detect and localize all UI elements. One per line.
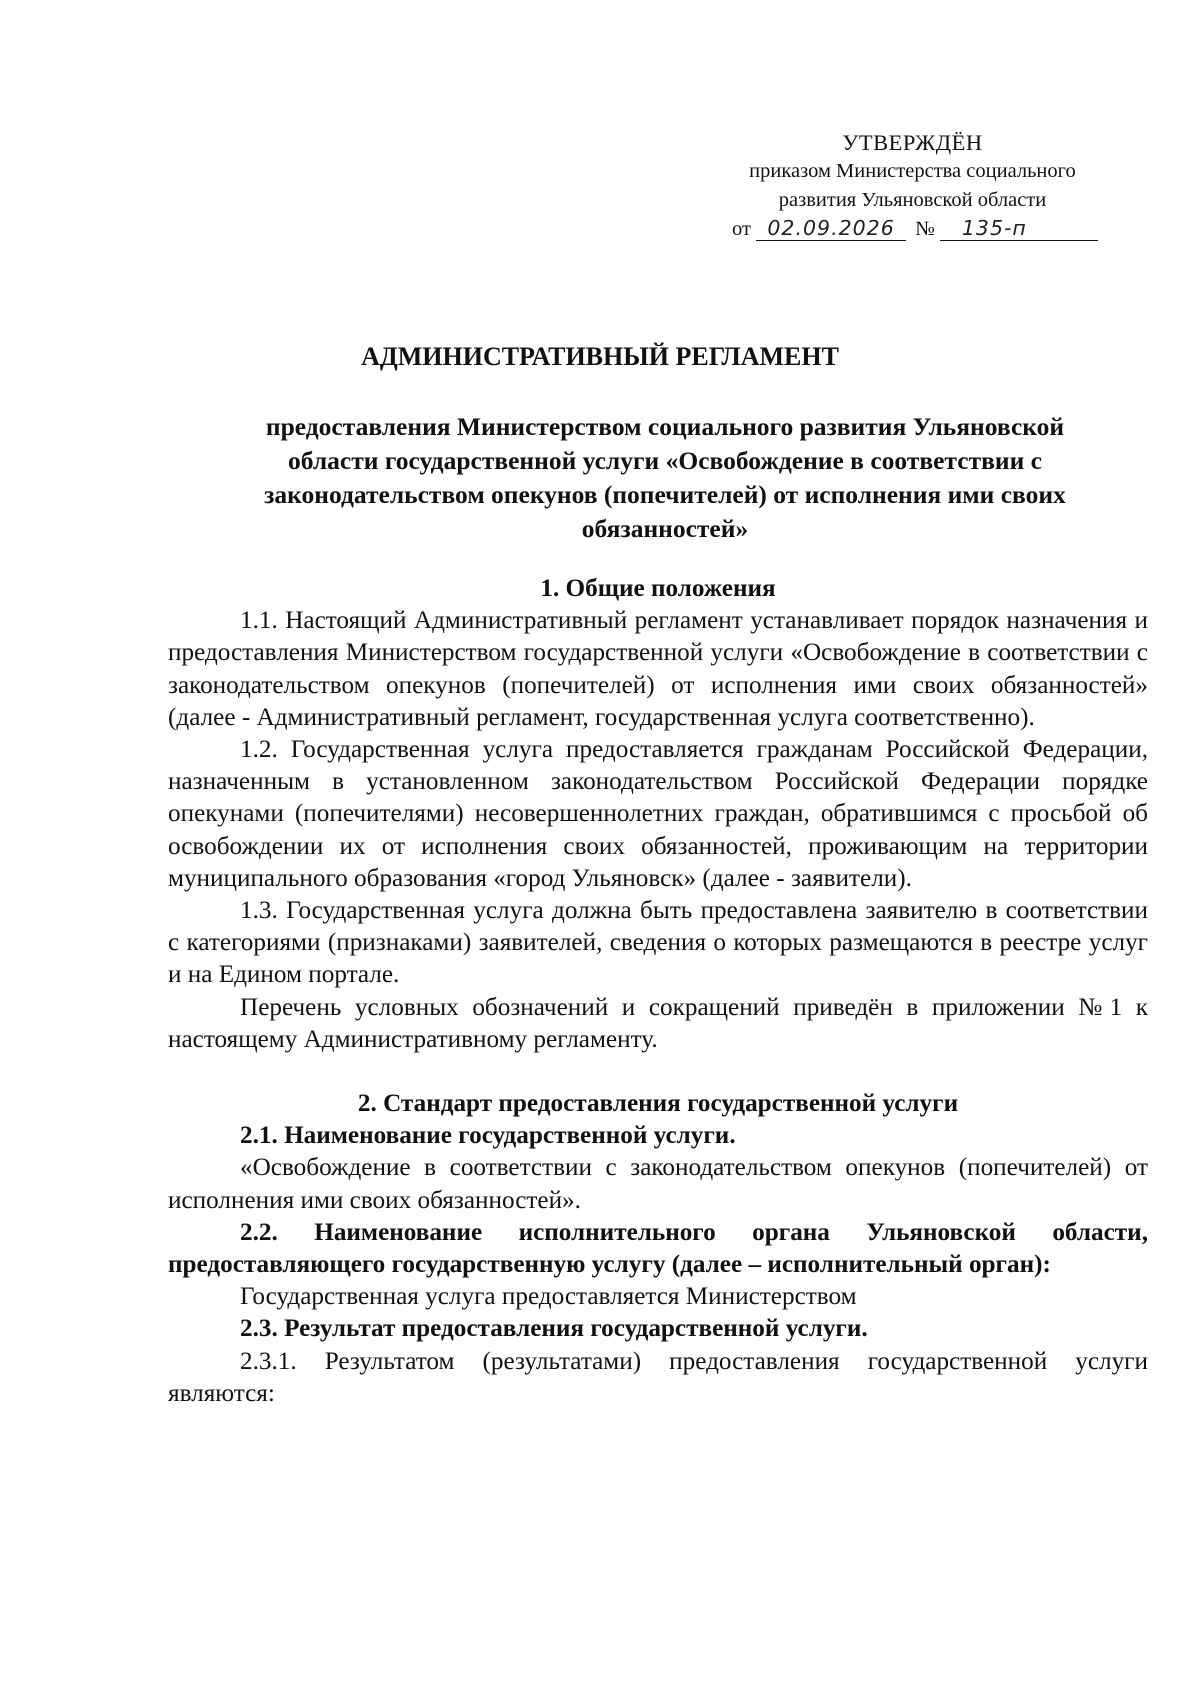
from-label: от [732,218,751,240]
paragraph-2-3-1: 2.3.1. Результатом (результатами) предоставления государственной услуги являются: [168,1347,1148,1407]
paragraph-abbreviations: Перечень условных обозначений и сокращений приведён в приложении №1 к настоящему Административному регламенту. [168,993,1148,1053]
subtitle-line-4: обязанностей» [581,514,749,543]
subsection-2-2-heading: 2.2. Наименование исполнительного органа Ульяновской области, предоставляющего государственную услугу (далее – исполнительный орган): [168,1218,1148,1279]
approval-line-2: развития Ульяновской области [778,189,1047,211]
paragraph-1-3: 1.3. Государственная услуга должна быть предоставлена заявителю в соответствии с категориями (признаками) заявителей, сведения о которых размещаются в реестре услуг и на Едином портале. [168,897,1148,989]
subtitle-line-1: предоставления Министерством социального развития Ульяновской [265,412,1065,441]
subsection-2-1-heading: 2.1. Наименование государственной услуги. [240,1122,736,1150]
document-title: АДМИНИСТРАТИВНЫЙ РЕГЛАМЕНТ [361,342,839,371]
approval-line-1: приказом Министерства социального [749,160,1076,182]
paragraph-1-2: 1.2. Государственная услуга предоставляется гражданам Российской Федерации, назначенным в установленном законодательством Российской Федерации порядке опекунами (попечителями) несовершеннолетних граждан, обратившимся с просьбой об освобождении их от исполнения своих обязанностей, проживающим на территории муниципального образования «город Ульяновск» (далее - заявители). [168,736,1148,892]
section-2-heading: 2. Стандарт предоставления государственной услуги [357,1090,959,1118]
section-1-heading: 1. Общие положения [540,575,776,602]
handwritten-order-number: 135-п [940,216,1098,241]
number-label: № [915,218,935,240]
subtitle-line-2: области государственной услуги «Освобождение в соответствии с [288,446,1042,475]
document-subtitle [200,410,1130,546]
handwritten-date: 02.09.2026 [756,216,906,241]
document-body [168,573,1148,1410]
section-spacer [168,1056,1148,1088]
approval-heading: УТВЕРЖДЁН [842,130,983,155]
paragraph-1-1: 1.1. Настоящий Административный регламент устанавливает порядок назначения и предоставления Министерством государственной услуги «Освобождение в соответствии с законодательством опекунов (попечителей) от исполнения ими своих обязанностей» (далее - Административный регламент, государственная услуга соответственно). [168,607,1148,731]
subsection-2-3-heading: 2.3. Результат предоставления государственной услуги. [240,1315,868,1343]
subtitle-line-3: законодательством опекунов (попечителей) от исполнения ими своих [264,480,1066,509]
paragraph-2-1: «Освобождение в соответствии с законодательством опекунов (попечителей) от исполнения ими своих обязанностей». [168,1154,1148,1214]
paragraph-2-2: Государственная услуга предоставляется Министерством [240,1283,857,1311]
approval-date-number-line [715,215,1110,244]
approval-stamp [715,128,1110,244]
